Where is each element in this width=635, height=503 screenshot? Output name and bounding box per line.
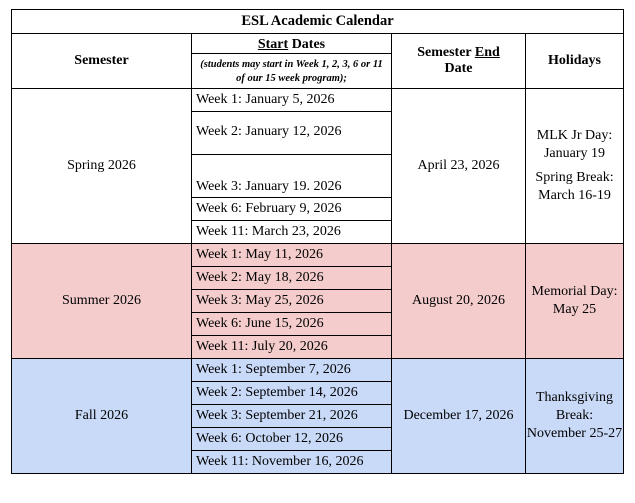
week-cell: Week 1: May 11, 2026 <box>192 244 392 267</box>
holiday-item: Memorial Day: May 25 <box>531 284 618 317</box>
start-note: (students may start in Week 1, 2, 3, 6 or 11 of our 15 week program); <box>192 54 392 89</box>
week-cell: Week 2: May 18, 2026 <box>192 267 392 290</box>
table-row <box>12 359 624 382</box>
semester-header: Semester <box>12 34 192 89</box>
end-date: August 20, 2026 <box>392 244 526 359</box>
table-title: ESL Academic Calendar <box>12 10 624 34</box>
week-cell: Week 3: January 19. 2026 <box>192 155 392 198</box>
table-row <box>12 244 624 267</box>
week-cell: Week 2: September 14, 2026 <box>192 382 392 405</box>
holidays-header: Holidays <box>526 34 624 89</box>
holidays-cell <box>526 359 624 474</box>
start-rest: Dates <box>288 37 326 52</box>
start-dates-header <box>192 34 392 54</box>
end-underlined: End <box>474 45 500 60</box>
table-row <box>12 89 624 112</box>
end-suffix: Date <box>444 61 473 76</box>
week-cell: Week 6: June 15, 2026 <box>192 313 392 336</box>
semester-name: Summer 2026 <box>12 244 192 359</box>
semester-name: Fall 2026 <box>12 359 192 474</box>
holidays-cell <box>526 244 624 359</box>
week-cell: Week 11: March 23, 2026 <box>192 221 392 244</box>
start-underlined: Start <box>257 37 289 52</box>
holiday-item: Spring Break: March 16-19 <box>535 170 614 203</box>
week-cell: Week 2: January 12, 2026 <box>192 112 392 155</box>
end-date: April 23, 2026 <box>392 89 526 244</box>
holiday-item: Thanksgiving Break: November 25-27 <box>526 390 623 441</box>
week-cell: Week 6: February 9, 2026 <box>192 198 392 221</box>
week-cell: Week 11: November 16, 2026 <box>192 451 392 474</box>
end-prefix: Semester <box>417 45 475 60</box>
calendar-container <box>11 9 623 493</box>
week-cell: Week 11: July 20, 2026 <box>192 336 392 359</box>
academic-calendar-table <box>11 9 624 474</box>
semester-name: Spring 2026 <box>12 89 192 244</box>
week-cell: Week 1: September 7, 2026 <box>192 359 392 382</box>
end-date-header <box>392 34 526 89</box>
week-cell: Week 6: October 12, 2026 <box>192 428 392 451</box>
week-cell: Week 3: September 21, 2026 <box>192 405 392 428</box>
week-cell: Week 3: May 25, 2026 <box>192 290 392 313</box>
week-cell: Week 1: January 5, 2026 <box>192 89 392 112</box>
holiday-item: MLK Jr Day: January 19 <box>536 128 613 161</box>
end-date: December 17, 2026 <box>392 359 526 474</box>
holidays-cell <box>526 89 624 244</box>
